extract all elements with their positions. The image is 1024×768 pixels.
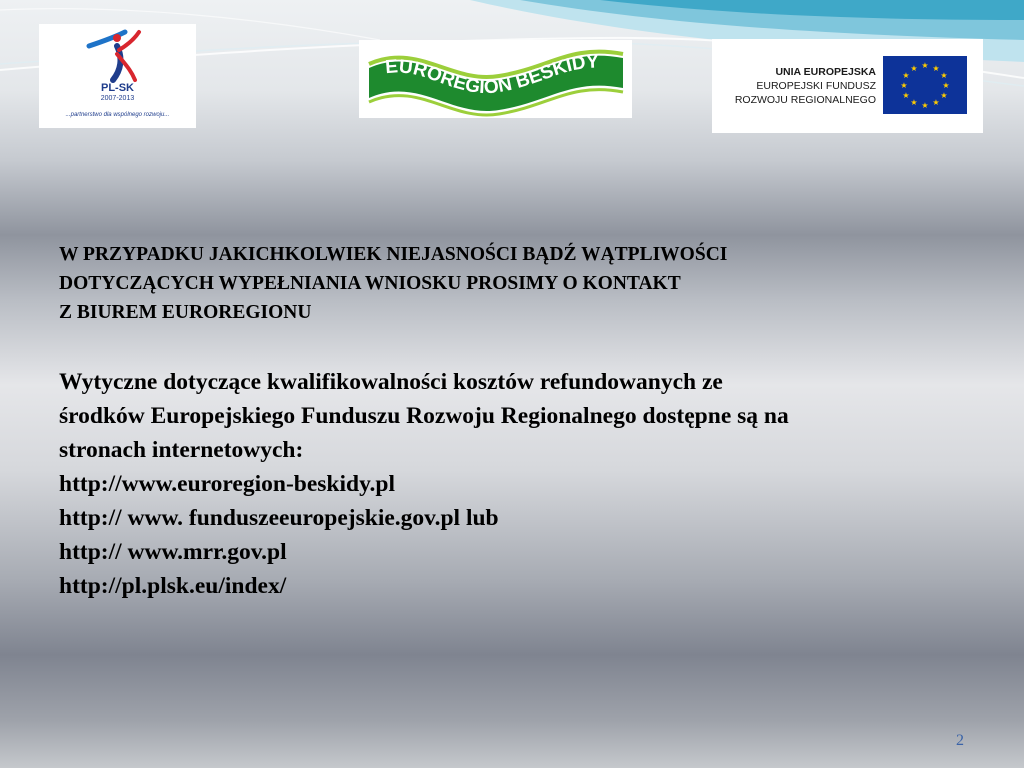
svg-text:★: ★ [921, 61, 929, 70]
beskidy-logo-text: EUROREGION BESKIDY [384, 51, 600, 99]
slide-number: 2 [956, 732, 964, 749]
eu-line-2: EUROPEJSKI FUNDUSZ [756, 80, 876, 92]
svg-text:★: ★ [910, 98, 918, 107]
eu-text-block [718, 65, 876, 107]
svg-text:★: ★ [932, 98, 940, 107]
notice-heading-line-2: DOTYCZĄCYCH WYPEŁNIANIA WNIOSKU PROSIMY O KONTAKT [59, 273, 681, 294]
svg-text:★: ★ [900, 81, 908, 90]
eu-flag-icon [883, 56, 967, 114]
link-euroregion-beskidy[interactable]: http://www.euroregion-beskidy.pl [59, 471, 396, 497]
plsk-years: 2007-2013 [100, 95, 135, 102]
svg-text:★: ★ [902, 71, 910, 80]
plsk-name: PL-SK [101, 82, 134, 94]
plsk-logo [39, 24, 196, 128]
euroregion-beskidy-logo [359, 40, 632, 118]
plsk-figure-icon [39, 24, 196, 84]
link-mrr[interactable]: http:// www.mrr.gov.pl [59, 539, 287, 565]
guidelines-line-3: stronach internetowych: [59, 437, 304, 463]
svg-text:★: ★ [942, 81, 950, 90]
beskidy-ribbon-icon [359, 40, 632, 118]
link-plsk[interactable]: http://pl.plsk.eu/index/ [59, 573, 287, 599]
guidelines-text [59, 365, 979, 603]
eu-line-3: ROZWOJU REGIONALNEGO [734, 94, 876, 106]
notice-heading [59, 240, 979, 327]
svg-text:★: ★ [910, 64, 918, 73]
guidelines-line-1: Wytyczne dotyczące kwalifikowalności kosztów refundowanych ze [59, 369, 723, 395]
guidelines-line-2: środków Europejskiego Funduszu Rozwoju Regionalnego dostępne są na [59, 403, 789, 429]
eu-line-1: UNIA EUROPEJSKA [775, 66, 876, 78]
plsk-slogan: ...partnerstwo dla wspólnego rozwoju... [65, 112, 170, 118]
eu-logo [712, 39, 983, 133]
link-funduszeeuropejskie[interactable]: http:// www. funduszeeuropejskie.gov.pl lub [59, 505, 499, 531]
svg-text:★: ★ [940, 71, 948, 80]
notice-heading-line-3: Z BIUREM EUROREGIONU [59, 302, 312, 323]
svg-text:★: ★ [921, 101, 929, 110]
notice-heading-line-1: W PRZYPADKU JAKICHKOLWIEK NIEJASNOŚCI BĄDŹ WĄTPLIWOŚCI [59, 244, 728, 265]
svg-text:★: ★ [902, 91, 910, 100]
svg-text:★: ★ [940, 91, 948, 100]
svg-text:★: ★ [932, 64, 940, 73]
